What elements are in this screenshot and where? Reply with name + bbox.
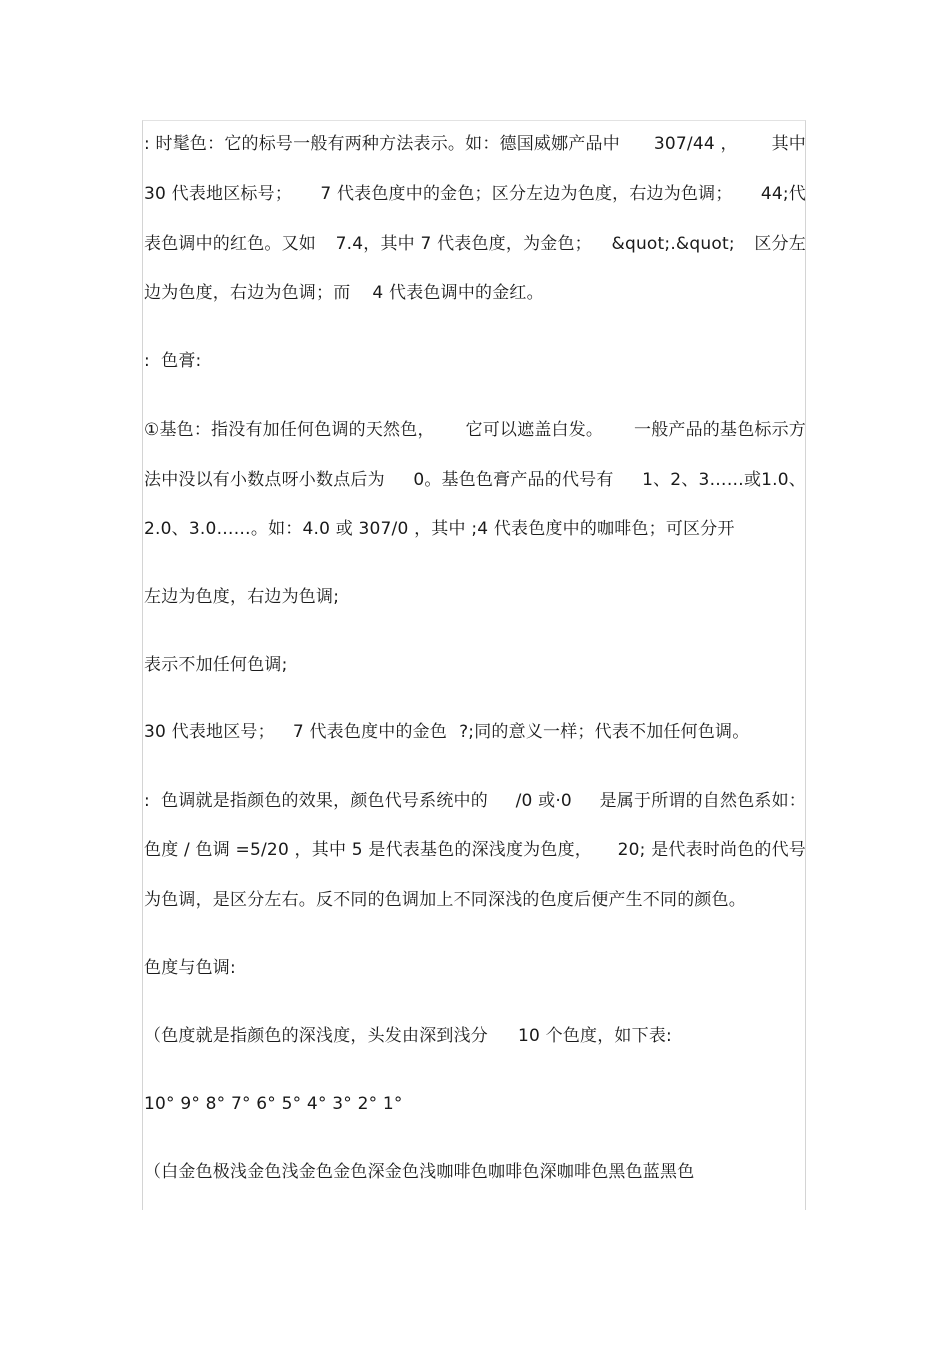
text-segment: : 时髦色：它的标号一般有两种方法表示。如：德国威娜产品中: [144, 134, 620, 154]
text-segment: : 色膏:: [144, 351, 202, 371]
text-segment: 20; 是代表时尚色的代号: [617, 840, 806, 860]
text-segment: 表示不加任何色调;: [144, 655, 288, 675]
text-segment: （色度就是指颜色的深浅度，头发由深到浅分: [144, 1026, 488, 1046]
text-line: [144, 282, 806, 304]
text-segment: （白金色极浅金色浅金色金色深金色浅咖啡色咖啡色深咖啡色黑色蓝黑色: [144, 1162, 695, 1182]
text-segment: 7 代表色度中的金色: [292, 722, 448, 742]
text-segment: 0。基色色膏产品的代号有: [413, 470, 614, 490]
text-segment: 10° 9° 8° 7° 6° 5° 4° 3° 2° 1°: [144, 1094, 403, 1114]
text-line: [144, 839, 806, 861]
text-line: [144, 957, 806, 979]
text-segment: 30 代表地区号；: [144, 722, 275, 742]
text-line: [144, 133, 806, 155]
text-line: [144, 1093, 806, 1115]
text-segment: : 色调就是指颜色的效果，颜色代号系统中的: [144, 791, 488, 811]
text-segment: 其中: [771, 134, 806, 154]
text-segment: 一般产品的基色标示方: [634, 420, 806, 440]
text-segment: 表色调中的红色。又如: [144, 234, 316, 254]
text-segment: 1、2、3……或1.0、: [642, 470, 806, 490]
text-segment: &quot;.&quot;: [611, 234, 735, 254]
text-segment: 2.0、3.0……。如：4.0 或 307/0 ，其中 ;4 代表色度中的咖啡色；可区分开: [144, 519, 735, 539]
text-segment: 边为色度，右边为色调；而: [144, 283, 351, 303]
text-segment: 10 个色度，如下表:: [518, 1026, 672, 1046]
text-line: [144, 350, 806, 372]
text-segment: 区分左: [754, 234, 806, 254]
text-segment: 法中没以有小数点呀小数点后为: [144, 470, 385, 490]
text-segment: 色度与色调:: [144, 958, 236, 978]
text-segment: /0 或·0: [515, 791, 572, 811]
text-line: [144, 233, 806, 255]
text-segment: 是属于所谓的自然色系如：: [599, 791, 806, 811]
text-line: [144, 518, 806, 540]
text-segment: 4 代表色调中的金红。: [372, 283, 544, 303]
text-line: [144, 419, 806, 441]
text-line: [144, 469, 806, 491]
text-line: [144, 1161, 806, 1183]
text-segment: 色度 / 色调 =5/20 ，其中 5 是代表基色的深浅度为色度，: [144, 840, 592, 860]
text-line: [144, 654, 806, 676]
text-segment: ①基色：指没有加任何色调的天然色，: [144, 420, 435, 440]
text-segment: 307/44 ，: [653, 134, 738, 154]
text-line: [144, 790, 806, 812]
text-segment: 30 代表地区标号；: [144, 184, 293, 204]
text-line: [144, 1025, 806, 1047]
text-line: [144, 586, 806, 608]
text-segment: 7 代表色度中的金色；区分左边为色度，右边为色调；: [320, 184, 733, 204]
text-line: [144, 183, 806, 205]
text-segment: 为色调，是区分左右。反不同的色调加上不同深浅的色度后便产生不同的颜色。: [144, 890, 746, 910]
text-segment: 左边为色度，右边为色调;: [144, 587, 340, 607]
text-line: [144, 889, 806, 911]
text-line: [144, 721, 806, 743]
text-segment: 7.4，其中 7 代表色度，为金色；: [335, 234, 592, 254]
text-segment: 44;代: [760, 184, 806, 204]
text-segment: ?;同的意义一样；代表不加任何色调。: [459, 722, 750, 742]
text-segment: 它可以遮盖白发。: [465, 420, 604, 440]
